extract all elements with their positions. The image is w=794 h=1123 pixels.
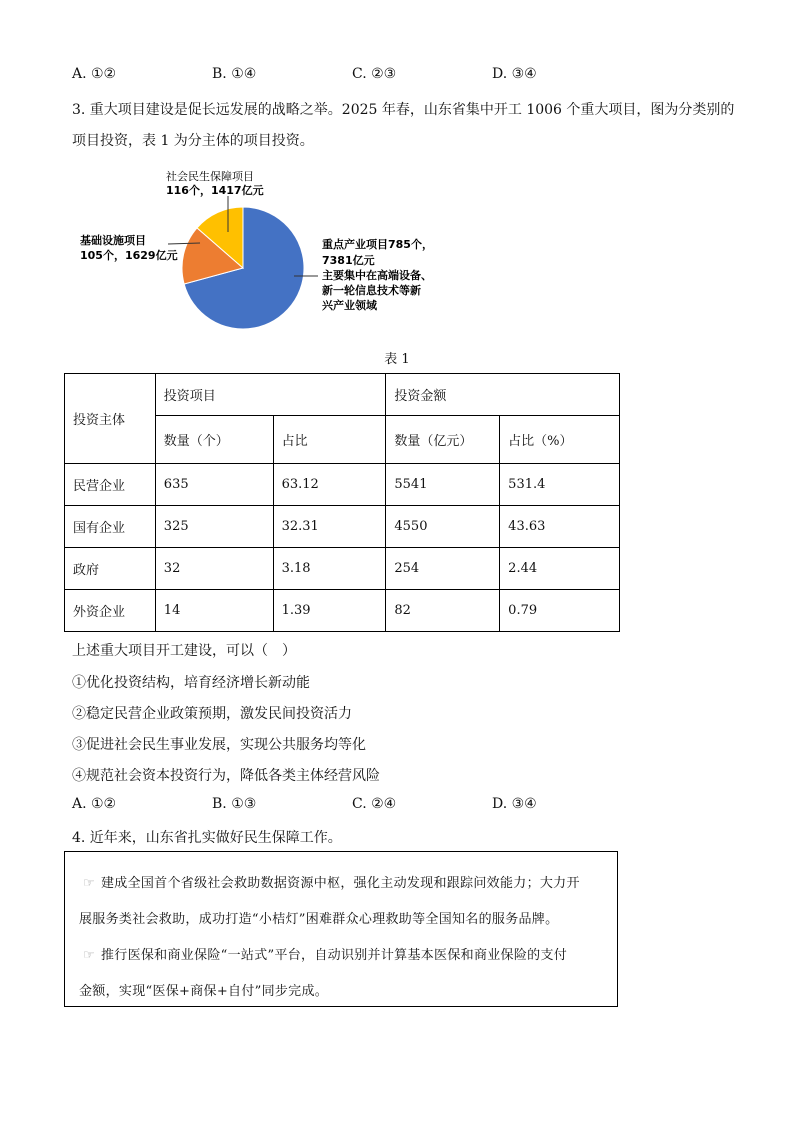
table-cell: 63.12 (273, 464, 386, 506)
q3-stem-line1: 3. 重大项目建设是促长远发展的战略之举。2025 年春，山东省集中开工 1006 个重大项目，图为分类别的 (72, 102, 735, 118)
statement-1: ①优化投资结构，培育经济增长新动能 (72, 675, 310, 691)
q3-prompt: 上述重大项目开工建设，可以（ ） (72, 643, 296, 659)
q3-option-a[interactable]: A. ①② (72, 796, 117, 812)
subheader-amount-share: 占比（%） (500, 416, 620, 464)
row-name: 政府 (65, 548, 156, 590)
label-industry-line4: 新一轮信息技术等新 (322, 284, 421, 297)
header-projects: 投资项目 (155, 374, 386, 416)
subheader-count: 数量（个） (155, 416, 273, 464)
q2-option-b[interactable]: B. ①④ (212, 66, 257, 82)
statement-4: ④规范社会资本投资行为，降低各类主体经营风险 (72, 768, 380, 784)
label-industry-line2: 7381亿元 (322, 254, 375, 267)
table-cell: 3.18 (273, 548, 386, 590)
q3-option-c[interactable]: C. ②④ (352, 796, 397, 812)
header-subject: 投资主体 (65, 374, 156, 464)
table-cell: 14 (155, 590, 273, 632)
q2-option-c[interactable]: C. ②③ (352, 66, 397, 82)
q3-option-d[interactable]: D. ③④ (492, 796, 537, 812)
row-name: 国有企业 (65, 506, 156, 548)
pointing-hand-icon: ☞ (83, 876, 95, 891)
label-social-line1: 社会民生保障项目 (166, 170, 254, 183)
table-cell: 325 (155, 506, 273, 548)
table-cell: 1.39 (273, 590, 386, 632)
statement-3: ③促进社会民生事业发展，实现公共服务均等化 (72, 737, 366, 753)
pie-chart (0, 0, 794, 340)
table-cell: 0.79 (500, 590, 620, 632)
table-cell: 32 (155, 548, 273, 590)
table-row (65, 464, 620, 506)
label-social-line2: 116个，1417亿元 (166, 184, 264, 197)
material-line-1 (83, 872, 580, 891)
table-cell: 254 (386, 548, 500, 590)
q3-stem-line2: 项目投资，表 1 为分主体的项目投资。 (72, 133, 314, 149)
table-cell: 531.4 (500, 464, 620, 506)
material-text: 建成全国首个省级社会救助数据资源中枢，强化主动发现和跟踪问效能力；大力开 (100, 876, 580, 891)
table-cell: 5541 (386, 464, 500, 506)
table-cell: 4550 (386, 506, 500, 548)
label-industry-line1: 重点产业项目785个， (322, 238, 433, 251)
investment-table (64, 373, 620, 632)
table-cell: 82 (386, 590, 500, 632)
q4-material-box (64, 851, 618, 1007)
material-text: 推行医保和商业保险“一站式”平台，自动识别并计算基本医保和商业保险的支付 (100, 948, 568, 963)
q4-stem: 4. 近年来，山东省扎实做好民生保障工作。 (72, 830, 342, 846)
subheader-share: 占比 (273, 416, 386, 464)
material-line-3 (83, 944, 567, 963)
row-name: 民营企业 (65, 464, 156, 506)
label-infra-line2: 105个，1629亿元 (80, 249, 178, 262)
q2-option-a[interactable]: A. ①② (72, 66, 117, 82)
material-line-2: 展服务类社会救助，成功打造“小桔灯”困难群众心理救助等全国知名的服务品牌。 (79, 912, 559, 927)
label-industry-line3: 主要集中在高端设备、 (322, 269, 432, 282)
table-row (65, 506, 620, 548)
label-infra-line1: 基础设施项目 (80, 234, 146, 247)
table-cell: 32.31 (273, 506, 386, 548)
q2-option-d[interactable]: D. ③④ (492, 66, 537, 82)
q3-options (72, 796, 632, 812)
row-name: 外资企业 (65, 590, 156, 632)
table-row (65, 590, 620, 632)
q3-option-b[interactable]: B. ①③ (212, 796, 257, 812)
subheader-amount: 数量（亿元） (386, 416, 500, 464)
header-amount: 投资金额 (386, 374, 620, 416)
table-cell: 635 (155, 464, 273, 506)
table-cell: 43.63 (500, 506, 620, 548)
pointing-hand-icon: ☞ (83, 948, 95, 963)
table-row (65, 548, 620, 590)
label-industry-line5: 兴产业领域 (322, 299, 377, 312)
table-cell: 2.44 (500, 548, 620, 590)
material-line-4: 金额，实现“医保+商保+自付”同步完成。 (79, 984, 329, 999)
table-caption: 表 1 (384, 352, 410, 367)
statement-2: ②稳定民营企业政策预期，激发民间投资活力 (72, 706, 352, 722)
